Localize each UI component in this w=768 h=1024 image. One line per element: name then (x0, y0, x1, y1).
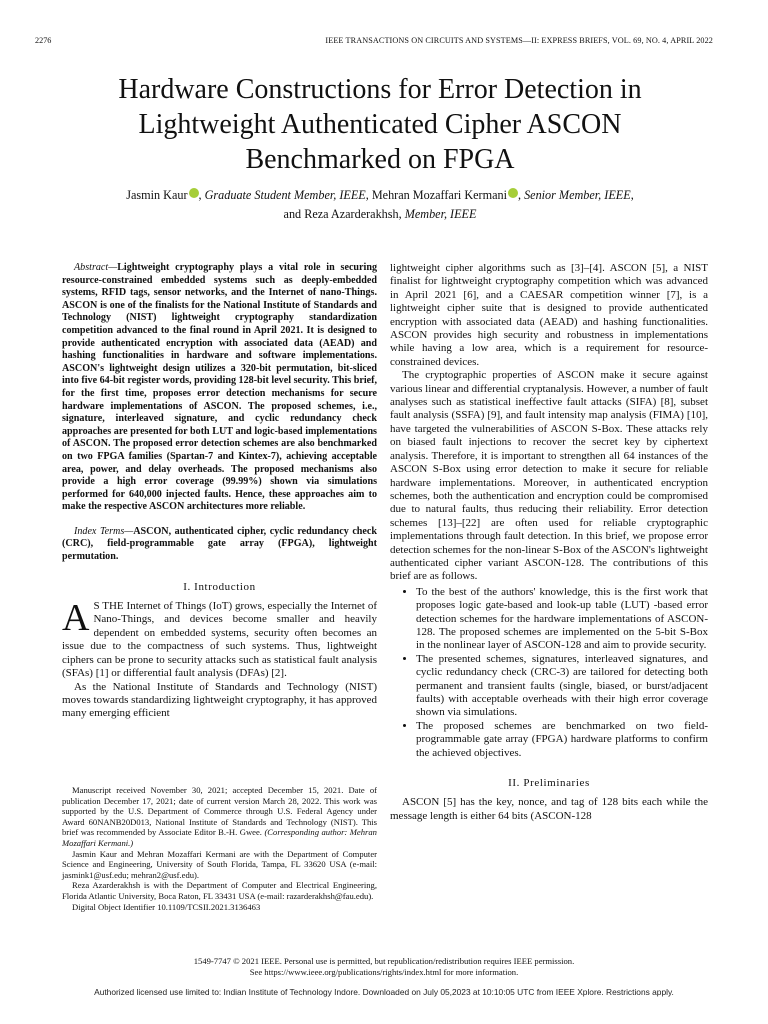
title-line: Hardware Constructions for Error Detection in (118, 74, 642, 105)
footnote-affiliation: Jasmin Kaur and Mehran Mozaffari Kermani are with the Department of Computer Science and Engineering, University of South Florida, Tampa, FL 33620 USA (e-mail: jasmink1@usf.edu; mehran2@usf.edu). (62, 848, 377, 880)
corresponding-author: (Corresponding author: Mehran Mozaffari Kermani.) (62, 827, 377, 848)
intro-paragraph (62, 597, 377, 680)
left-column (62, 262, 377, 721)
contributions-list (390, 586, 708, 760)
section-heading: I. Introduction (183, 580, 256, 593)
footnotes (62, 785, 377, 912)
author-list (40, 186, 720, 224)
index-terms-text: ASCON, authenticated cipher, cyclic redundancy check (CRC), field-programmable gate array (FPGA), lightweight permutation. (62, 525, 377, 563)
title-line: Benchmarked on FPGA (245, 144, 515, 175)
author-line-2 (40, 205, 720, 224)
abstract-text: Lightweight cryptography plays a vital role in securing resource-constrained embedded systems such as deeply-embedded systems, RFID tags, sensor networks, and the Internet of nano-Things. ASCON is one of the finalists for the National Institute of Standards and Technology (NIST) lightweight cryptography standardization competition advanced to the final round in April 2021. It is designed to provide authenticated encryption with associated data (AEAD) and hashing functionalities in hardware and software implementations. ASCON's lightweight design utilizes a 320-bit permutation, bit-sliced into five 64-bit register words, providing 128-bit level security. This brief, for the first time, proposes error detection mechanisms for secure hardware implementations of ASCON. The proposed schemes, i.e., signature, interleaved signature, and cyclic redundancy check approaches are presented for both LUT and logic-based implementations of ASCON. The proposed error detection schemes are also benchmarked on two FPGA families (Spartan-7 and Kintex-7), achieving acceptable area, power, and delay overheads. The proposed mechanisms also provide a high error coverage (99.99%) shown via simulations performed for 640,000 injected faults. Hence, these approaches aim to make the respective ASCON architectures more reliable. (62, 262, 377, 513)
author-role: Senior Member, IEEE (524, 188, 631, 202)
footnote-manuscript (62, 785, 377, 849)
index-terms (62, 526, 377, 564)
footnote-affiliation: Reza Azarderakhsh is with the Department of Computer and Electrical Engineering, Florida Atlantic University, Boca Raton, FL 33431 USA (e-mail: razarderakhsh@fau.edu). (62, 880, 377, 901)
abstract (62, 262, 377, 514)
list-item: • To the best of the authors' knowledge, this is the first work that proposes logic gate-based and look-up table (LUT) -based error detection schemes for the hardware implementations of ASCON-128. The proposed schemes are implemented on the 5-bit S-Box in the nonlinear layer of ASCON-128 and aim to provide security. (416, 586, 708, 653)
intro-text: S THE Internet of Things (IoT) grows, especially the Internet of Nano-Things, and devices become smaller and heavily dependent on embedded systems, security often becomes an issue due to the compactness of such systems. Thus, lightweight ciphers can be prone to security attacks such as statistical fault analysis (SFAs) [1] or differential fault analysis (DFAs) [2]. (62, 600, 377, 680)
right-column (390, 262, 708, 823)
orcid-icon[interactable] (508, 188, 518, 198)
author-name: and Reza Azarderakhsh, (283, 207, 402, 221)
paper-title (40, 72, 720, 177)
paragraph: ASCON [5] has the key, nonce, and tag of 128 bits each while the message length is either 64 bits (ASCON-128 (390, 796, 708, 822)
doi[interactable]: Digital Object Identifier 10.1109/TCSII.2021.3136463 (72, 901, 261, 912)
journal-name: IEEE TRANSACTIONS ON CIRCUITS AND SYSTEMS—II: EXPRESS BRIEFS, VOL. 69, NO. 4, APRIL 2022 (325, 36, 713, 45)
list-item: • The proposed schemes are benchmarked on two field-programmable gate array (FPGA) hardware platforms to confirm the achieved objectives. (416, 720, 708, 760)
page-number: 2276 (35, 36, 52, 45)
author-role: Member, IEEE (404, 207, 477, 221)
abstract-label: Abstract— (74, 262, 118, 273)
paragraph: lightweight cipher algorithms such as [3]–[4]. ASCON [5], a NIST finalist for lightweight cryptography competition which was advanced in April 2021 [6], and a CAESAR competition winner [7], is a lightweight cipher suite that is designed to provide authenticated encryption with associated data (AEAD) and hashing functionalities. ASCON provides high security and robustness in implementations while having a low area, which is a requirement for resource-constrained devices. (390, 262, 708, 368)
author-name: Mehran Mozaffari Kermani (371, 188, 507, 202)
paragraph: As the National Institute of Standards and Technology (NIST) moves towards standardizing lightweight cryptography, it has approved many emerging efficient (62, 680, 377, 720)
author-role: Graduate Student Member, IEEE (204, 188, 366, 202)
paragraph: The cryptographic properties of ASCON make it secure against various linear and differential cryptanalysis. However, a number of fault analyses such as statistical ineffective fault attacks (SIFA) [8], subset fault analysis (SSFA) [9], and fault intensity map analysis (FIMA) [10], have targeted the vulnerabilities of ASCON S-Box. These attacks rely on biased fault injections to recover the secret key by ciphertext analysis. Therefore, it is important to strengthen all 64 instances of the ASCON S-Box using error detection to make it secure for reliable hardware implementations. Moreover, in authenticated encryption schemes, both the authentication and encryption could be compromised due to natural faults, thus reducing their reliability. Error detection schemes [13]–[22] are often used for reliable cryptographic implementations through fault detection. In this brief, we propose error detection schemes for the non-linear S-Box of the ASCON's lightweight authenticated cipher variant ASCON-128. The contributions of this brief are as follows. (390, 369, 708, 583)
list-item: • The presented schemes, signatures, interleaved signatures, and cyclic redundancy check (CRC-3) are tailored for detecting both permanent and transient faults (single, biased, or burst/adjacent faults) with acceptable overheads with their high error coverage shown via simulations. (416, 653, 708, 720)
author-line-1: Jasmin Kaur , Graduate Student Member, IEEE, Mehran Mozaffari Kermani , Senior Member, IEEE, (126, 188, 634, 202)
footnote-text: Manuscript received November 30, 2021; accepted December 15, 2021. Date of publication December 17, 2021; date of current version March 28, 2022. This work was supported by the U.S. Department of Commerce through U.S. Federal Agency under Award 60NANB20D013, National Institute of Standards and Technology (NIST). This brief was recommended by Associate Editor B.-H. Gwee. (62, 785, 377, 838)
title-line: Lightweight Authenticated Cipher ASCON (138, 109, 622, 140)
drop-cap: A (62, 597, 90, 640)
author-name: Jasmin Kaur (126, 188, 188, 202)
authorized-use-notice: Authorized licensed use limited to: Indian Institute of Technology Indore. Downloaded on July 05,2023 at 10:10:05 UTC from IEEE Xplore. Restrictions apply. (94, 987, 674, 997)
copyright-notice (0, 956, 768, 978)
rights-link[interactable]: See https://www.ieee.org/publications/rights/index.html for more information. (249, 967, 519, 977)
index-terms-label: Index Terms— (74, 525, 134, 537)
copyright-line: 1549-7747 © 2021 IEEE. Personal use is permitted, but republication/redistribution requires IEEE permission. (193, 956, 575, 966)
section-heading: II. Preliminaries (508, 777, 590, 790)
orcid-icon[interactable] (189, 188, 199, 198)
